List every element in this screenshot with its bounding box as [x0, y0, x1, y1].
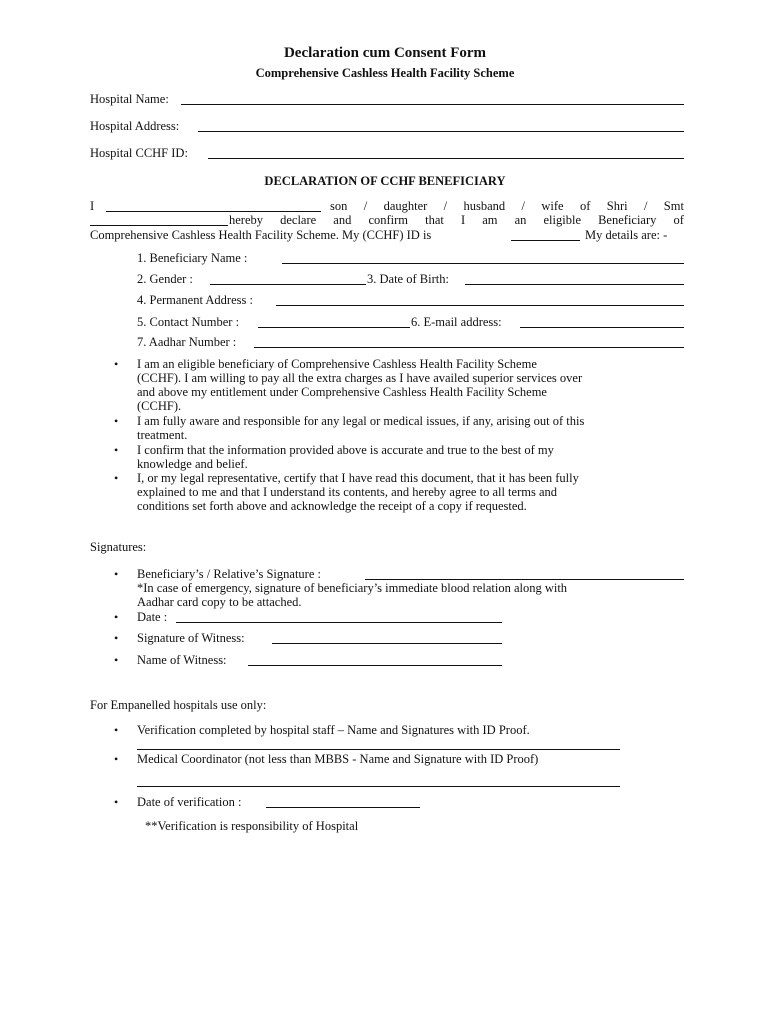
signature-date-field[interactable]: [176, 622, 502, 623]
hospital-use-label: For Empanelled hospitals use only:: [90, 698, 267, 712]
permanent-address-label: 4. Permanent Address :: [137, 293, 253, 307]
cchf-id-field[interactable]: [511, 240, 580, 241]
dob-label: 3. Date of Birth:: [367, 272, 449, 286]
witness-signature-field[interactable]: [272, 643, 502, 644]
declaration-line-1: son / daughter / husband / wife of Shri / Smt: [330, 199, 684, 213]
hospital-address-field[interactable]: [198, 131, 684, 132]
email-label: 6. E-mail address:: [411, 315, 502, 329]
declaration-heading: DECLARATION OF CCHF BENEFICIARY: [264, 174, 506, 188]
contact-number-field[interactable]: [258, 327, 410, 328]
hospital-cchf-id-field[interactable]: [208, 158, 684, 159]
bullet-2-line-1: I am fully aware and responsible for any legal or medical issues, if any, arising out of this: [137, 414, 585, 428]
declaration-i: I: [90, 199, 95, 213]
declarant-name-field[interactable]: [106, 211, 321, 212]
bullet-icon: •: [114, 752, 119, 766]
emergency-note-line-2: Aadhar card copy to be attached.: [137, 595, 302, 609]
bullet-2-line-2: treatment.: [137, 428, 188, 442]
emergency-note-line-1: *In case of emergency, signature of beneficiary’s immediate blood relation along with: [137, 581, 568, 595]
signature-date-label: Date :: [137, 610, 168, 624]
contact-number-label: 5. Contact Number :: [137, 315, 240, 329]
bullet-1-line-2: (CCHF). I am willing to pay all the extra charges as I have availed superior services over: [137, 371, 583, 385]
bullet-icon: •: [114, 610, 119, 624]
bullet-icon: •: [114, 723, 119, 737]
beneficiary-name-label: 1. Beneficiary Name :: [137, 251, 248, 265]
medical-coordinator-field[interactable]: [137, 786, 620, 787]
bullet-icon: •: [114, 653, 119, 667]
bullet-icon: •: [114, 631, 119, 645]
bullet-1-line-1: I am an eligible beneficiary of Comprehensive Cashless Health Facility Scheme: [137, 357, 537, 371]
form-title: Declaration cum Consent Form: [283, 45, 487, 61]
bullet-4-line-2: explained to me and that I understand its contents, and hereby agree to all terms and: [137, 485, 558, 499]
beneficiary-signature-field[interactable]: [365, 579, 684, 580]
beneficiary-name-field[interactable]: [282, 263, 684, 264]
gender-field[interactable]: [210, 284, 366, 285]
parent-spouse-name-field[interactable]: [90, 225, 228, 226]
dob-field[interactable]: [465, 284, 684, 285]
witness-signature-label: Signature of Witness:: [137, 631, 245, 645]
declaration-line-3b: My details are: -: [585, 228, 668, 242]
bullet-1-line-3: and above my entitlement under Comprehensive Cashless Health Facility Scheme: [137, 385, 547, 399]
hospital-name-label: Hospital Name:: [90, 92, 169, 106]
bullet-icon: •: [114, 414, 119, 428]
email-field[interactable]: [520, 327, 684, 328]
aadhar-number-field[interactable]: [254, 347, 684, 348]
bullet-icon: •: [114, 567, 119, 581]
gender-label: 2. Gender :: [137, 272, 193, 286]
form-subtitle: Comprehensive Cashless Health Facility Scheme: [255, 66, 515, 80]
witness-name-label: Name of Witness:: [137, 653, 227, 667]
bullet-1-line-4: (CCHF).: [137, 399, 182, 413]
permanent-address-field[interactable]: [276, 305, 684, 306]
date-of-verification-label: Date of verification :: [137, 795, 242, 809]
declaration-line-3a: Comprehensive Cashless Health Facility Scheme. My (CCHF) ID is: [90, 228, 432, 242]
hospital-name-field[interactable]: [181, 104, 684, 105]
date-of-verification-field[interactable]: [266, 807, 420, 808]
bullet-4-line-3: conditions set forth above and acknowledge the receipt of a copy if requested.: [137, 499, 527, 513]
bullet-4-line-1: I, or my legal representative, certify that I have read this document, that it has been fully: [137, 471, 579, 485]
bullet-icon: •: [114, 471, 119, 485]
medical-coordinator-label: Medical Coordinator (not less than MBBS - Name and Signature with ID Proof): [137, 752, 539, 766]
beneficiary-signature-label: Beneficiary’s / Relative’s Signature :: [137, 567, 321, 581]
hospital-cchf-id-label: Hospital CCHF ID:: [90, 146, 188, 160]
bullet-3-line-1: I confirm that the information provided above is accurate and true to the best of my: [137, 443, 554, 457]
verification-field[interactable]: [137, 749, 620, 750]
signatures-label: Signatures:: [90, 540, 147, 554]
hospital-address-label: Hospital Address:: [90, 119, 180, 133]
verification-label: Verification completed by hospital staff – Name and Signatures with ID Proof.: [137, 723, 530, 737]
verification-note: **Verification is responsibility of Hospital: [145, 819, 359, 833]
witness-name-field[interactable]: [248, 665, 502, 666]
bullet-icon: •: [114, 357, 119, 371]
aadhar-number-label: 7. Aadhar Number :: [137, 335, 237, 349]
bullet-3-line-2: knowledge and belief.: [137, 457, 248, 471]
bullet-icon: •: [114, 443, 119, 457]
bullet-icon: •: [114, 795, 119, 809]
declaration-line-2: hereby declare and confirm that I am an eligible Beneficiary of: [229, 213, 684, 227]
